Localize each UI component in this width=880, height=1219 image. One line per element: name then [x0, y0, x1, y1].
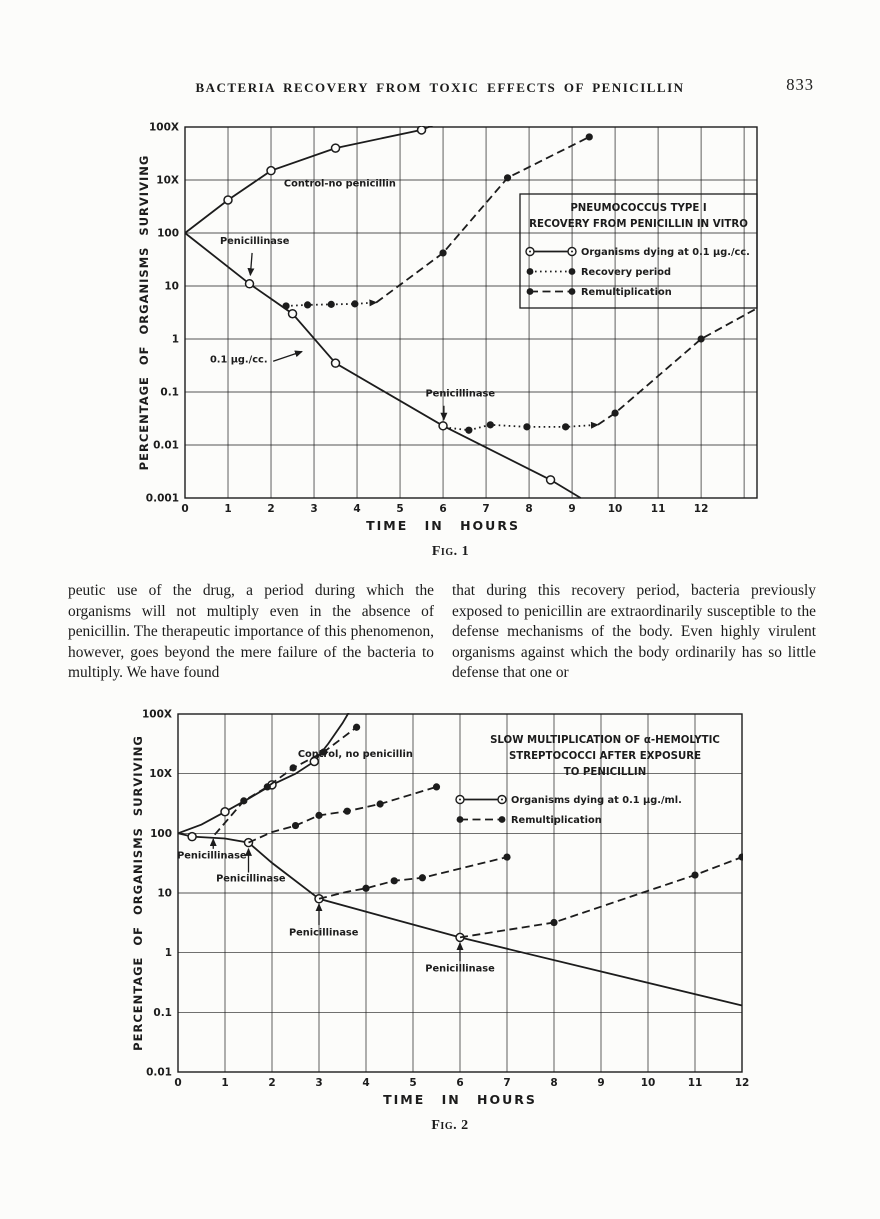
svg-text:10: 10	[164, 280, 179, 293]
svg-text:10X: 10X	[156, 174, 179, 187]
svg-text:0.001: 0.001	[145, 492, 179, 505]
svg-text:Control, no penicillin: Control, no penicillin	[297, 749, 413, 761]
svg-text:0.01: 0.01	[146, 1066, 172, 1079]
svg-text:11: 11	[687, 1077, 703, 1089]
text-column-right: that during this recovery period, bacteria previously exposed to penicillin are extraordinarily susceptible to the defense mechanisms of the body. Even highly virulent organisms against which the body ordinarily has so little defense that one or	[452, 582, 816, 681]
body-text	[0, 581, 880, 691]
svg-text:3: 3	[310, 503, 318, 515]
figure-1-caption: Fig. 1	[431, 544, 470, 559]
svg-text:PERCENTAGE OF ORGANISMS SUR: PERCENTAGE OF ORGANISMS SURVIVING	[131, 735, 145, 1051]
svg-text:5: 5	[396, 503, 404, 515]
svg-text:Control-no penicillin: Control-no penicillin	[283, 178, 396, 190]
svg-text:1: 1	[171, 333, 179, 346]
svg-text:12: 12	[734, 1077, 750, 1089]
svg-text:Penicillinase: Penicillinase	[219, 236, 290, 248]
figure-1-chart	[128, 116, 773, 538]
svg-text:6: 6	[439, 503, 447, 515]
svg-text:100: 100	[157, 227, 179, 240]
svg-text:PNEUMOCOCCUS TYPE I: PNEUMOCOCCUS TYPE I	[570, 203, 707, 214]
svg-text:0.01: 0.01	[153, 439, 179, 452]
svg-text:0.1: 0.1	[153, 1006, 172, 1019]
svg-text:3: 3	[315, 1077, 323, 1089]
svg-text:10: 10	[607, 503, 623, 515]
svg-text:STREPTOCOCCI AFTER EXPOSURE: STREPTOCOCCI AFTER EXPOSURE	[508, 751, 702, 762]
svg-text:TIME IN HOURS: TIME IN HOURS	[383, 1092, 537, 1107]
svg-text:Recovery period: Recovery period	[581, 267, 671, 278]
svg-text:Remultiplication: Remultiplication	[511, 815, 602, 826]
svg-text:1: 1	[224, 503, 232, 515]
svg-text:0: 0	[174, 1077, 182, 1089]
svg-text:0.1: 0.1	[160, 386, 179, 399]
svg-text:8: 8	[550, 1077, 558, 1089]
svg-text:Penicillinase: Penicillinase	[216, 873, 286, 885]
svg-text:SLOW MULTIPLICATION OF α-HEMOL: SLOW MULTIPLICATION OF α-HEMOLYTIC	[490, 735, 720, 746]
svg-text:Penicillinase: Penicillinase	[425, 963, 495, 975]
figure-2-chart	[120, 702, 780, 1112]
svg-text:2: 2	[267, 503, 275, 515]
svg-text:Penicillinase: Penicillinase	[425, 388, 495, 400]
svg-text:1: 1	[221, 1077, 229, 1089]
svg-text:PERCENTAGE OF ORGANISMS SUR: PERCENTAGE OF ORGANISMS SURVIVING	[137, 154, 151, 471]
svg-text:5: 5	[409, 1077, 417, 1089]
svg-text:Organisms dying at 0.1 μg./cc.: Organisms dying at 0.1 μg./cc.	[581, 247, 750, 258]
svg-text:Remultiplication: Remultiplication	[581, 287, 672, 298]
svg-text:Penicillinase: Penicillinase	[177, 850, 247, 862]
svg-text:8: 8	[525, 503, 533, 515]
svg-text:TO PENICILLIN: TO PENICILLIN	[563, 767, 647, 778]
figure-2	[120, 702, 780, 1134]
svg-text:0: 0	[181, 503, 189, 515]
svg-text:12: 12	[693, 503, 709, 515]
svg-text:10: 10	[157, 887, 172, 900]
figure-1	[128, 116, 773, 560]
svg-text:1: 1	[164, 947, 172, 960]
svg-text:100X: 100X	[148, 121, 179, 134]
figure-2-caption: Fig. 2	[431, 1118, 469, 1133]
svg-text:4: 4	[353, 503, 361, 515]
svg-text:10X: 10X	[149, 768, 172, 781]
svg-text:9: 9	[568, 503, 576, 515]
svg-text:TIME IN HOURS: TIME IN HOURS	[366, 518, 520, 533]
svg-text:4: 4	[362, 1077, 370, 1089]
svg-text:100: 100	[150, 827, 172, 840]
svg-text:Penicillinase: Penicillinase	[288, 927, 359, 939]
svg-text:100X: 100X	[141, 708, 172, 721]
svg-text:Organisms dying at 0.1 μg./ml.: Organisms dying at 0.1 μg./ml.	[511, 795, 682, 806]
running-title: BACTERIA RECOVERY FROM TOXIC EFFECTS OF PENICILLIN	[195, 80, 685, 95]
page-number: 833	[786, 75, 814, 94]
svg-text:10: 10	[640, 1077, 656, 1089]
svg-text:RECOVERY FROM PENICILLIN IN VI: RECOVERY FROM PENICILLIN IN VITRO	[529, 219, 748, 230]
svg-text:0.1 μg./cc.: 0.1 μg./cc.	[209, 354, 268, 366]
svg-text:9: 9	[597, 1077, 605, 1089]
svg-text:7: 7	[503, 1077, 511, 1089]
svg-text:7: 7	[482, 503, 490, 515]
svg-text:11: 11	[650, 503, 666, 515]
text-column-left: peutic use of the drug, a period during which the organisms will not multiply even in the absence of penicillin. The therapeutic importance of this phenomenon, however, goes beyond the mere failure of the bacteria to multiply. We have found	[68, 582, 434, 681]
svg-text:2: 2	[268, 1077, 276, 1089]
svg-text:6: 6	[456, 1077, 464, 1089]
